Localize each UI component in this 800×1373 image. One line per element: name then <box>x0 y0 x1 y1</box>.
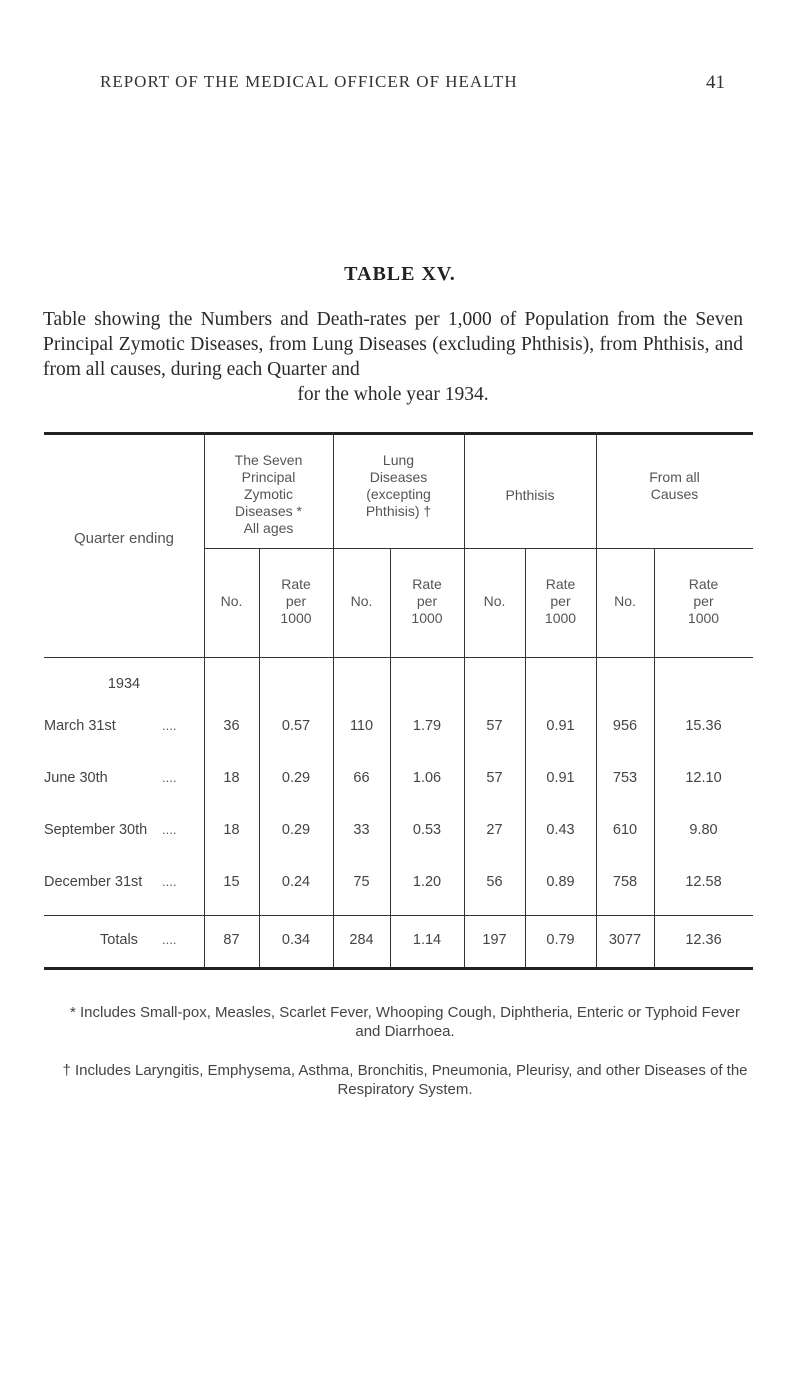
header-line: Rate <box>412 576 442 592</box>
table-cell: 610 <box>612 822 638 838</box>
group-header-zymotic <box>204 452 333 537</box>
caption-main: Table showing the Numbers and Death-rates per 1,000 of Population from the Seven Principal Zymotic Diseases, from Lung Diseases (excluding Phthisis), from Phthisis, and from all causes, during each Quarter and <box>43 309 743 380</box>
header-line: per <box>550 593 571 609</box>
leader-dots: .... <box>162 874 177 889</box>
table-cell: 75 <box>353 874 370 890</box>
subheader-rate <box>259 576 333 627</box>
stub-header: Quarter ending <box>73 530 175 547</box>
leader-dots: .... <box>162 770 177 785</box>
table-cell: 66 <box>353 770 370 786</box>
table-cell: 15.36 <box>685 718 722 734</box>
table-top-rule <box>44 432 753 435</box>
header-line: per <box>693 593 714 609</box>
header-line: Rate <box>281 576 311 592</box>
header-line: The Seven <box>234 452 303 468</box>
table-cell: 197 <box>482 932 507 948</box>
totals-rule <box>44 915 753 916</box>
table-cell: 0.89 <box>546 874 575 890</box>
table-bottom-rule <box>44 967 753 970</box>
header-line: Lung <box>382 452 415 468</box>
table-cell: 0.91 <box>546 770 575 786</box>
table-cell: 12.10 <box>685 770 722 786</box>
year-label: 1934 <box>107 676 141 692</box>
row-label: March 31st <box>44 718 116 734</box>
row-label: December 31st <box>44 874 143 890</box>
header-line: (excepting <box>366 486 431 502</box>
header-bottom-rule <box>44 657 753 658</box>
header-line: Rate <box>545 576 576 592</box>
table-cell: 0.24 <box>281 874 311 890</box>
table-cell: 9.80 <box>689 822 718 838</box>
table-cell: 0.43 <box>546 822 575 838</box>
table-cell: 956 <box>612 718 638 734</box>
table-cell: 0.29 <box>281 822 311 838</box>
table-cell: 758 <box>612 874 638 890</box>
leader-dots: .... <box>162 822 177 837</box>
header-line: 1000 <box>411 610 443 626</box>
table-cell: 12.36 <box>685 932 722 948</box>
header-line: All ages <box>243 520 294 536</box>
table-cell: 0.79 <box>546 932 575 948</box>
table-cell: 56 <box>486 874 503 890</box>
leader-dots: .... <box>162 718 177 733</box>
table-cell: 87 <box>223 932 240 948</box>
death-rate-table <box>44 432 753 970</box>
caption-last-line: for the whole year 1934. <box>297 384 489 405</box>
table-cell: 57 <box>486 770 503 786</box>
header-line: Diseases * <box>235 503 302 519</box>
table-cell: 0.53 <box>412 822 442 838</box>
table-cell: 1.14 <box>412 932 442 948</box>
table-cell: 57 <box>486 718 503 734</box>
subheader-no: No. <box>350 593 373 609</box>
table-cell: 753 <box>612 770 638 786</box>
table-cell: 15 <box>223 874 240 890</box>
group-header-lung <box>333 452 464 520</box>
row-label: September 30th <box>44 822 148 838</box>
subheader-rule <box>204 548 753 549</box>
table-cell: 0.57 <box>281 718 311 734</box>
header-line: Phthisis) † <box>365 503 432 519</box>
group-header-phthisis <box>464 487 596 504</box>
table-title: TABLE XV. <box>344 263 456 285</box>
subheader-rate <box>390 576 464 627</box>
header-line: Causes <box>650 486 699 502</box>
page-number: 41 <box>706 72 725 93</box>
header-line: Zymotic <box>244 486 293 502</box>
table-cell: 36 <box>223 718 240 734</box>
table-cell: 0.29 <box>281 770 311 786</box>
table-cell: 3077 <box>608 932 642 948</box>
table-cell: 0.91 <box>546 718 575 734</box>
header-line: Principal <box>241 469 296 485</box>
table-cell: 0.34 <box>281 932 311 948</box>
table-cell: 110 <box>349 718 374 734</box>
table-cell: 18 <box>223 770 240 786</box>
header-line: From all <box>649 469 700 485</box>
header-line: per <box>416 593 438 609</box>
footnote-lung: † Includes Laryngitis, Emphysema, Asthma, Bronchitis, Pneumonia, Pleurisy, and other Diseases of the Respiratory System. <box>62 1062 748 1098</box>
table-cell: 18 <box>223 822 240 838</box>
header-line: Rate <box>688 576 719 592</box>
table-caption <box>43 307 743 407</box>
header-line: 1000 <box>544 610 577 626</box>
subheader-no: No. <box>483 593 506 609</box>
table-cell: 12.58 <box>685 874 722 890</box>
table-cell: 1.20 <box>412 874 442 890</box>
subheader-no: No. <box>220 593 243 609</box>
leader-dots: .... <box>162 932 177 947</box>
footnote-zymotic: * Includes Small-pox, Measles, Scarlet Fever, Whooping Cough, Diphtheria, Enteric or Typhoid Fever and Diarrhoea. <box>69 1004 741 1040</box>
header-line: Phthisis <box>505 487 555 503</box>
header-line: Diseases <box>369 469 428 485</box>
running-header: REPORT OF THE MEDICAL OFFICER OF HEALTH <box>100 72 518 91</box>
header-line: 1000 <box>687 610 720 626</box>
table-cell: 1.06 <box>412 770 442 786</box>
table-cell: 33 <box>353 822 370 838</box>
header-line: 1000 <box>280 610 312 626</box>
subheader-rate <box>654 576 753 627</box>
table-cell: 27 <box>486 822 503 838</box>
subheader-no: No. <box>614 593 636 609</box>
table-cell: 284 <box>349 932 374 948</box>
row-label: June 30th <box>44 770 108 786</box>
totals-label: Totals <box>100 932 138 948</box>
subheader-rate <box>525 576 596 627</box>
group-header-all-causes <box>596 469 753 503</box>
table-cell: 1.79 <box>412 718 442 734</box>
header-line: per <box>285 593 307 609</box>
